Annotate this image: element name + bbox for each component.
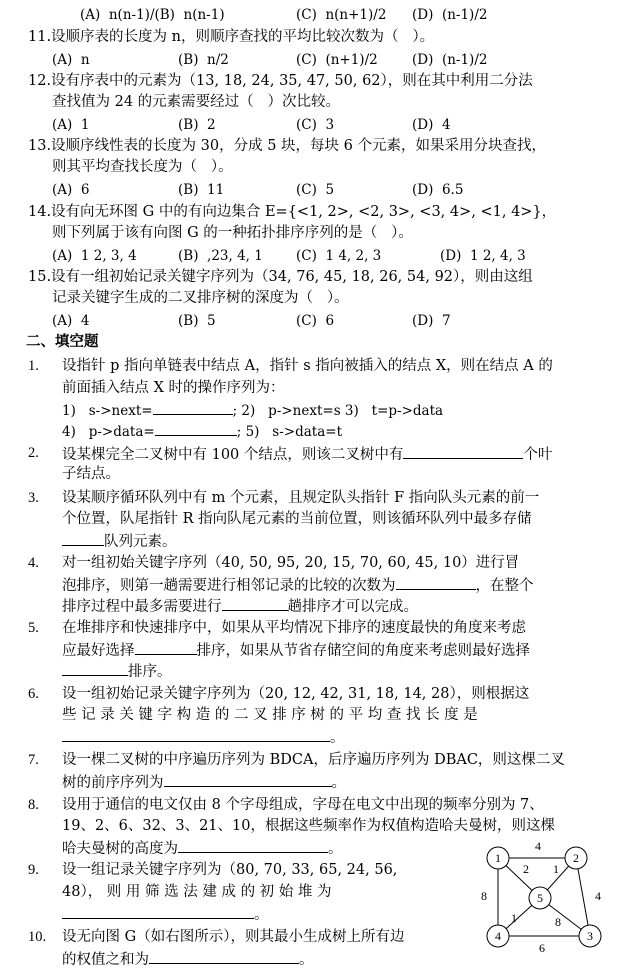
undirected-graph-figure	[470, 838, 610, 956]
q11-option-b: (B) n/2	[178, 52, 229, 68]
q15-stem-line1: 15.设有一组初始记录关键字序列为（34, 76, 45, 18, 26, 54, 92），则由这组	[28, 269, 533, 285]
q12-option-b: (B) 2	[178, 117, 216, 133]
f4-line1: 对一组初始关键字序列（40, 50, 95, 20, 15, 70, 60, 45, 10）进行冒	[62, 555, 520, 571]
q15-option-c: (C) 6	[296, 313, 335, 329]
f1-step2-suffix: ; 5) s->data=t	[236, 424, 343, 440]
f10-blank[interactable]	[149, 948, 299, 964]
f6-line3-text: 。	[330, 730, 345, 746]
q12-option-d: (D) 4	[412, 117, 451, 133]
weight-1-2: 4	[535, 839, 541, 853]
f5-line2-text: 应最好选择	[62, 643, 135, 659]
f6-blank[interactable]	[62, 726, 330, 742]
f1-line2: 前面插入结点 X 时的操作序列为：	[62, 380, 285, 396]
f3-line3-text: 队列元素。	[104, 534, 177, 550]
f5-blank1[interactable]	[135, 639, 197, 655]
weight-2-5: 1	[553, 862, 559, 876]
f2-blank[interactable]	[403, 443, 523, 459]
f9-line3-text: 。	[254, 907, 269, 923]
f6-line1: 设一组初始记录关键字序列为（20, 12, 42, 31, 18, 14, 28），则根据这	[62, 686, 530, 702]
q15-option-d: (D) 7	[412, 313, 451, 329]
f7-line1: 设一棵二叉树的中序遍历序列为 BDCA，后序遍历序列为 DBAC，则这棵二叉	[62, 752, 565, 768]
q11-stem: 11.设顺序表的长度为 n，则顺序查找的平均比较次数为（ ）。	[28, 29, 435, 45]
f1-step2-prefix: 4) p->data=	[62, 424, 155, 440]
f2-line1-tail: 个叶	[523, 447, 553, 463]
f9-line3	[62, 903, 269, 925]
f5-line2-tail: 排序，如果从节省存储空间的角度来考虑则最好选择	[196, 643, 530, 659]
q10-option-c: (C) n(n+1)/2	[296, 7, 387, 23]
q10-option-d: (D) (n-1)/2	[412, 7, 488, 23]
f3-line2: 个位置，队尾指针 R 指向队尾元素的当前位置，则该循环队列中最多存储	[62, 511, 532, 527]
node-5-label: 5	[537, 891, 543, 905]
q14-stem-line1: 14.设有向无环图 G 中的有向边集合 E={<1, 2>, <2, 3>, <3, 4>, <1, 4>}，	[28, 204, 557, 220]
f2-line2: 子结点。	[62, 466, 120, 482]
q12-stem-line2: 查找值为 24 的元素需要经过（ ）次比较。	[52, 94, 340, 110]
node-2-label: 2	[573, 851, 579, 865]
f9-blank[interactable]	[62, 903, 254, 919]
f8-blank[interactable]	[178, 837, 328, 853]
q11-option-d: (D) (n-1)/2	[412, 52, 488, 68]
f3-line3	[62, 530, 177, 552]
f8-line3-text: 哈夫曼树的高度为	[62, 841, 178, 857]
q10-option-ab: (A) n(n-1)/(B) n(n-1)	[80, 7, 225, 23]
f9-number: 9.	[28, 862, 39, 878]
f5-line2	[62, 639, 530, 661]
q14-option-a: (A) 1 2, 3, 4	[52, 248, 137, 264]
f8-line2: 19、2、6、32、3、21、10，根据这些频率作为权值构造哈夫曼树，则这棵	[62, 818, 555, 834]
q11-option-a: (A) n	[52, 52, 90, 68]
f2-line1-text: 设某棵完全二叉树中有 100 个结点，则该二叉树中有	[62, 447, 404, 463]
f3-line1: 设某顺序循环队列中有 m 个元素，且规定队头指针 F 指向队头元素的前一	[62, 490, 540, 506]
q12-option-c: (C) 3	[296, 117, 335, 133]
f4-line3	[62, 595, 418, 617]
weight-4-5: 1	[511, 911, 517, 925]
q13-option-b: (B) 11	[178, 182, 225, 198]
f5-number: 5.	[28, 620, 39, 636]
f7-line2	[62, 771, 346, 793]
f9-line2: 48）， 则 用 筛 选 法 建 成 的 初 始 堆 为	[62, 884, 332, 900]
q13-stem-line2: 则其平均查找长度为（ ）。	[52, 159, 233, 175]
f2-line1	[62, 443, 552, 465]
f3-number: 3.	[28, 490, 39, 506]
node-1-label: 1	[495, 851, 501, 865]
weight-2-3: 4	[595, 889, 601, 903]
f10-line1: 设无向图 G（如右图所示），则其最小生成树上所有边	[62, 929, 405, 945]
section-heading: 二、填空题	[26, 333, 99, 350]
f4-line2	[62, 574, 534, 596]
weight-1-5: 2	[523, 862, 529, 876]
f8-line1: 设用于通信的电文仅由 8 个字母组成，字母在电文中出现的频率分别为 7、	[62, 797, 544, 813]
q14-stem-line2: 则下列属于该有向图 G 的一种拓扑排序序列的是（ ）。	[52, 225, 413, 241]
f4-line2-tail: ，在整个	[475, 578, 534, 594]
weight-4-3: 6	[539, 941, 545, 955]
q15-stem-line2: 记录关键字生成的二叉排序树的深度为（ ）。	[52, 290, 349, 306]
f8-line3-tail: 。	[328, 841, 343, 857]
q13-option-a: (A) 6	[52, 182, 90, 198]
q12-option-a: (A) 1	[52, 117, 90, 133]
f1-step1-prefix: 1) s->next=	[62, 403, 153, 419]
f8-line3	[62, 837, 343, 859]
f4-blank2[interactable]	[222, 595, 288, 611]
f3-blank[interactable]	[62, 530, 104, 546]
f6-number: 6.	[28, 686, 39, 702]
q13-stem-line1: 13.设顺序线性表的长度为 30，分成 5 块，每块 6 个元素，如果采用分块查找，	[28, 138, 547, 154]
q11-option-c: (C) (n+1)/2	[296, 52, 378, 68]
q15-option-b: (B) 5	[178, 313, 216, 329]
q15-option-a: (A) 4	[52, 313, 90, 329]
f1-step1-suffix: ; 2) p->next=s 3) t=p->data	[232, 403, 444, 419]
f7-line2-text: 树的前序序列为	[62, 775, 164, 791]
f7-line2-tail: 。	[331, 775, 346, 791]
f5-blank2[interactable]	[62, 660, 128, 676]
q13-option-d: (D) 6.5	[412, 182, 464, 198]
f10-line2-tail: 。	[299, 952, 314, 968]
f1-blank1[interactable]	[153, 399, 233, 415]
f8-number: 8.	[28, 797, 39, 813]
f5-line3	[62, 660, 172, 682]
q12-stem-line1: 12.设有序表中的元素为（13, 18, 24, 35, 47, 50, 62），则在其中利用二分法	[28, 73, 533, 89]
f5-line3-text: 排序。	[128, 664, 172, 680]
f1-step-line1	[62, 399, 443, 421]
f4-line2-text: 泡排序，则第一趟需要进行相邻记录的比较的次数为	[62, 578, 396, 594]
f9-line1: 设一组记录关键字序列为（80, 70, 33, 65, 24, 56,	[62, 862, 398, 878]
f7-blank[interactable]	[164, 771, 332, 787]
f6-line2: 些 记 录 关 键 字 构 造 的 二 叉 排 序 树 的 平 均 查 找 长 度 是	[62, 707, 478, 723]
f5-line1: 在堆排序和快速排序中，如果从平均情况下排序的速度最快的角度来考虑	[62, 620, 526, 636]
f1-blank2[interactable]	[155, 420, 237, 436]
q13-option-c: (C) 5	[296, 182, 335, 198]
q14-option-b: (B) ,23, 4, 1	[178, 248, 263, 264]
f10-line2	[62, 948, 314, 970]
f4-line3-tail: 趟排序才可以完成。	[287, 599, 418, 615]
weight-3-5: 8	[555, 915, 561, 929]
f7-number: 7.	[28, 752, 39, 768]
node-4-label: 4	[495, 929, 501, 943]
f1-step-line2	[62, 420, 342, 442]
f2-number: 2.	[28, 445, 39, 461]
f6-line3	[62, 726, 345, 748]
node-3-label: 3	[587, 929, 593, 943]
f4-line3-text: 排序过程中最多需要进行	[62, 599, 222, 615]
f10-number: 10.	[28, 929, 47, 945]
q14-option-c: (C) 1 4, 2, 3	[296, 248, 382, 264]
f4-blank1[interactable]	[396, 574, 476, 590]
f1-number: 1.	[28, 358, 39, 374]
edge-2-3	[576, 858, 590, 936]
weight-1-4: 8	[481, 889, 487, 903]
f4-number: 4.	[28, 555, 39, 571]
f10-line2-text: 的权值之和为	[62, 952, 149, 968]
f1-line1: 设指针 p 指向单链表中结点 A，指针 s 指向被插入的结点 X，则在结点 A 的	[62, 358, 553, 374]
q14-option-d: (D) 1 2, 4, 3	[440, 248, 526, 264]
